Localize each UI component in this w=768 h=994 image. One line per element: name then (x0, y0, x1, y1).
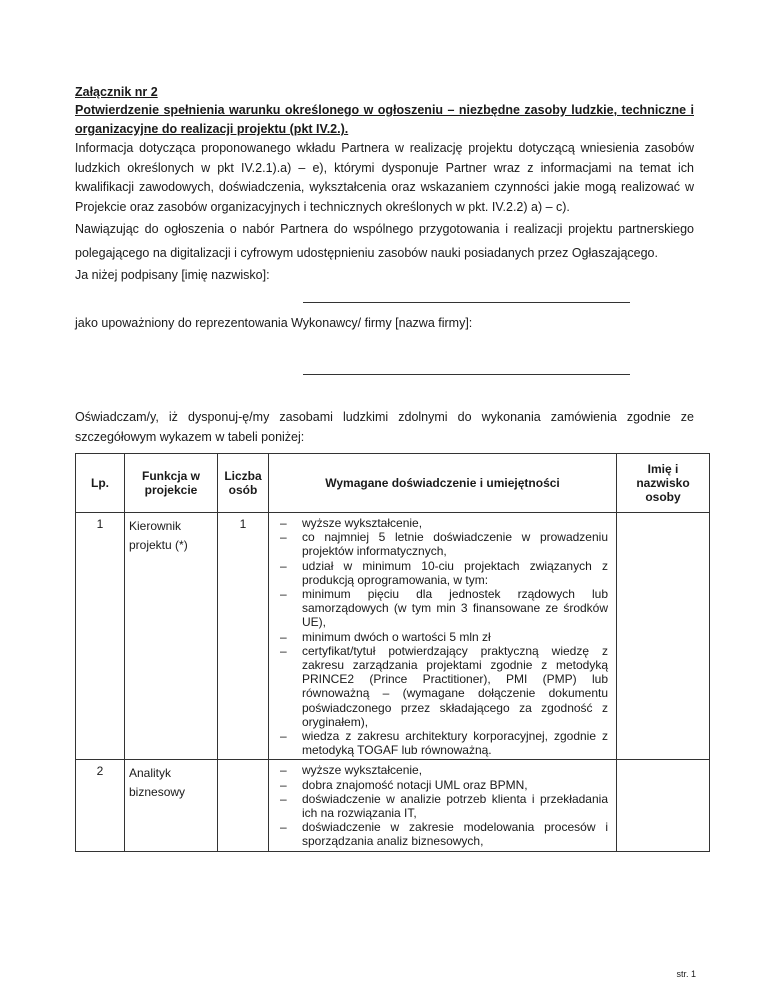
requirement-item (269, 530, 608, 558)
dash-marker: – (280, 643, 287, 658)
dash-marker: – (280, 763, 287, 778)
requirement-text: doświadczenie w zakresie modelowania procesów i sporządzania analiz biznesowych, (302, 820, 608, 849)
declaration-paragraph: Oświadczam/y, iż dysponuj-ę/my zasobami ludzkimi zdolnymi do wykonania zamówienia zgodnie ze szczegółowym wykazem w tabeli poniżej: (75, 410, 694, 444)
requirement-text: minimum pięciu dla jednostek rządowych lub samorządowych (w tym min 3 finansowane ze środków UE), (302, 587, 608, 630)
dash-marker: – (280, 558, 287, 573)
requirement-text: dobra znajomość notacji UML oraz BPMN, (302, 777, 528, 792)
row-count: 1 (218, 513, 269, 760)
row-requirements (269, 513, 617, 760)
dash-marker: – (280, 516, 287, 530)
row-requirements (269, 760, 617, 851)
requirement-item (269, 559, 608, 587)
requirement-item (269, 729, 608, 757)
header-function: Funkcja w projekcie (125, 454, 218, 513)
requirement-text: minimum dwóch o wartości 5 mln zł (302, 629, 491, 644)
requirement-text: doświadczenie w analizie potrzeb klienta i przekładania ich na rozwiązania IT, (302, 791, 608, 821)
row-person-name-cell (617, 513, 710, 760)
dash-marker: – (280, 729, 287, 744)
table-header-row (76, 454, 710, 513)
requirement-item (269, 644, 608, 729)
requirement-item (269, 778, 608, 792)
header-count: Liczba osób (218, 454, 269, 513)
dash-marker: – (280, 587, 287, 602)
requirement-item (269, 792, 608, 820)
header-lp: Lp. (76, 454, 125, 513)
requirement-text: wyższe wykształcenie, (302, 763, 423, 778)
requirement-item (269, 630, 608, 644)
dash-marker: – (280, 629, 287, 644)
attachment-title: Załącznik nr 2 (75, 85, 158, 99)
row-function: Kierownik projektu (*) (125, 513, 218, 760)
requirement-text: udział w minimum 10-ciu projektach związanych z produkcją oprogramowania, w tym: (302, 558, 608, 587)
requirement-text: co najmniej 5 letnie doświadczenie w prowadzeniu projektów informatycznych, (302, 530, 608, 559)
row-function: Analityk biznesowy (125, 760, 218, 851)
authorized-company-label: jako upoważniony do reprezentowania Wykonawcy/ firmy [nazwa firmy]: (75, 316, 473, 330)
table-row (76, 760, 710, 851)
row-count (218, 760, 269, 851)
page-number: str. 1 (676, 969, 696, 979)
requirement-item (269, 516, 608, 530)
dash-marker: – (280, 820, 287, 835)
requirement-item (269, 587, 608, 630)
signed-name-label: Ja niżej podpisany [imię nazwisko]: (75, 268, 270, 282)
company-signature-line (303, 374, 630, 375)
resources-table (75, 453, 710, 852)
intro-paragraph: Nawiązując do ogłoszenia o nabór Partnera do wspólnego przygotowania i realizacji projektu partnerskiego polegającego na digitalizacji i cyfrowym udostępnieniu zasobów nauki posiadanych przez Ogłaszającego. (75, 222, 694, 260)
row-lp: 2 (76, 760, 125, 851)
table-row (76, 513, 710, 760)
header-person-name: Imię i nazwisko osoby (617, 454, 710, 513)
requirement-text: certyfikat/tytuł potwierdzający praktyczną wiedzę z zakresu zarządzania projektami zgodnie z metodyką PRINCE2 (Prince Practitioner), PMI (PMP) lub równoważną – (wymagane dołączenie dokumentu poświadczonego przez składającego za zgodność z oryginałem), (302, 643, 608, 729)
header-requirements: Wymagane doświadczenie i umiejętności (269, 454, 617, 513)
name-signature-line (303, 302, 630, 303)
requirement-item (269, 763, 608, 777)
row-lp: 1 (76, 513, 125, 760)
dash-marker: – (280, 530, 287, 545)
document-heading: Potwierdzenie spełnienia warunku określonego w ogłoszeniu – niezbędne zasoby ludzkie, techniczne i organizacyjne do realizacji projektu (pkt IV.2.). (75, 103, 694, 136)
requirement-text: wiedza z zakresu architektury korporacyjnej, zgodnie z metodyką TOGAF lub równoważną. (302, 729, 608, 758)
row-person-name-cell (617, 760, 710, 851)
dash-marker: – (280, 777, 287, 792)
dash-marker: – (280, 791, 287, 806)
info-paragraph: Informacja dotycząca proponowanego wkładu Partnera w realizację projektu dotyczącą wniesienia zasobów ludzkich określonych w pkt IV.2.1).a) – e), którymi dysponuje Partner wraz z informacjami na temat ich kwalifikacji zawodowych, doświadczenia, wykształcenia oraz wskazaniem czynności jakie mogą realizować w Projekcie oraz zasobów organizacyjnych i technicznych określonych w pkt. IV.2.2) a) – c). (75, 141, 694, 214)
requirement-item (269, 820, 608, 848)
requirement-text: wyższe wykształcenie, (302, 516, 423, 530)
